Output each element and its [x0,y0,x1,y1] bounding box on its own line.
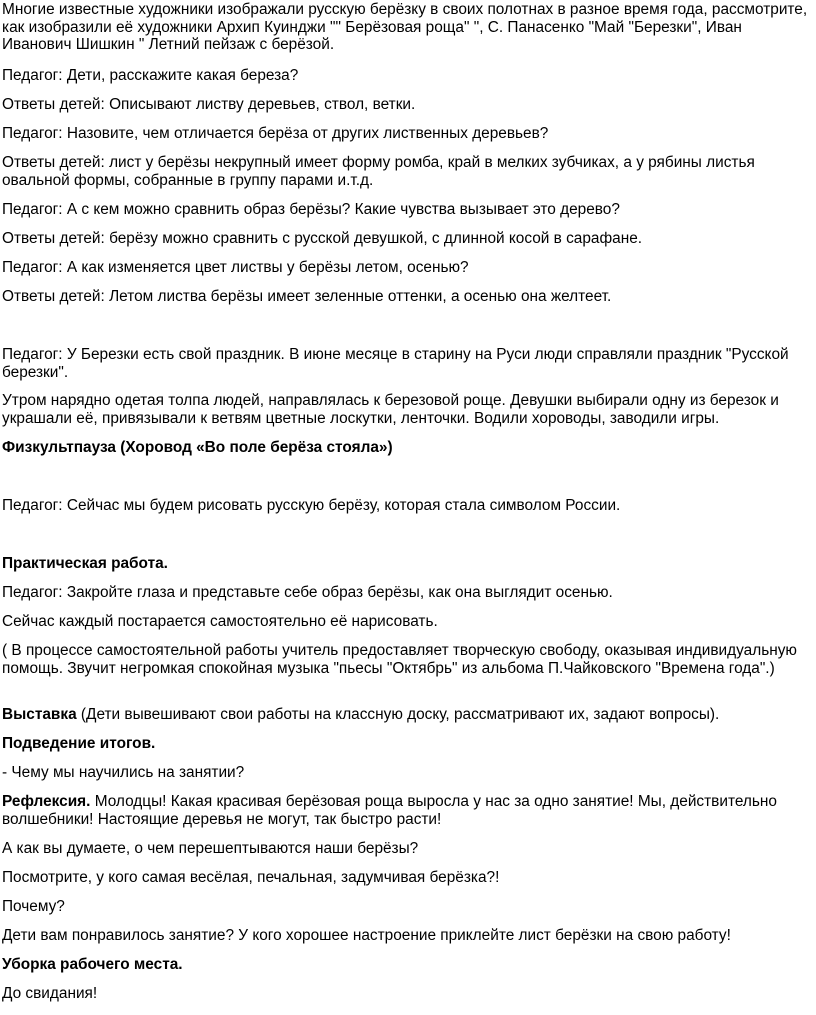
children-answer-foliage: Ответы детей: Описывают листву деревьев, ствол, ветки. [2,96,416,113]
work-process-note: ( В процессе самостоятельной работы учитель предоставляет творческую свободу, оказывая индивидуальную помощь. Звучит негромкая спокойная музыка "пьесы "Октябрь" из альбома П.Чайковского "Времена года".) [2,642,797,677]
teacher-question-compare: Педагог: А с кем можно сравнить образ берёзы? Какие чувства вызывает это дерево? [2,201,620,218]
intro-paragraph: Многие известные художники изображали русскую берёзку в своих полотнах в разное время года, рассмотрите, как изобразили её художники Архип Куинджи "" Берёзовая роща" ", С. Панасенко "Май "Березки", Иван Иванович Шишкин " Летний пейзаж с берёзой. [2,1,808,53]
children-answer-color: Ответы детей: Летом листва берёзы имеет зеленные оттенки, а осенью она желтеет. [2,288,612,305]
reflection-paragraph: Рефлексия. Молодцы! Какая красивая берёзовая роща выросла у нас за одно занятие! Мы, действительно волшебники! Настоящие деревья не могут, так быстро расти! [2,793,777,828]
mood-paragraph: Дети вам понравилось занятие? У кого хорошее настроение приклейте лист берёзки на свою работу! [2,927,731,944]
physical-break-heading: Физкультпауза (Хоровод «Во поле берёза стояла») [2,439,393,456]
teacher-question-difference: Педагог: Назовите, чем отличается берёза от других лиственных деревьев? [2,125,549,142]
practical-work-heading: Практическая работа. [2,555,168,572]
children-answer-girl: Ответы детей: берёзу можно сравнить с русской девушкой, с длинной косой в сарафане. [2,230,643,247]
teacher-drawing-paragraph: Педагог: Сейчас мы будем рисовать русскую берёзу, которая стала символом России. [2,497,621,514]
look-question: Посмотрите, у кого самая весёлая, печальная, задумчивая берёзка?! [2,869,500,886]
self-draw-paragraph: Сейчас каждый постарается самостоятельно её нарисовать. [2,613,438,630]
teacher-question-color: Педагог: А как изменяется цвет листвы у берёзы летом, осенью? [2,259,469,276]
teacher-question-birch: Педагог: Дети, расскажите какая береза? [2,67,299,84]
why-question: Почему? [2,898,65,915]
teacher-close-eyes: Педагог: Закройте глаза и представьте себе образ берёзы, как она выглядит осенью. [2,584,613,601]
whisper-question: А как вы думаете, о чем перешептываются наши берёзы? [2,840,419,857]
cleanup-heading: Уборка рабочего места. [2,956,183,973]
exhibition-paragraph: Выставка (Дети вывешивают свои работы на классную доску, рассматривают их, задают вопросы). [2,706,720,723]
summary-heading: Подведение итогов. [2,735,156,752]
goodbye-paragraph: До свидания! [2,985,98,1002]
summary-question: - Чему мы научились на занятии? [2,764,245,781]
teacher-holiday-paragraph: Педагог: У Березки есть свой праздник. В июне месяце в старину на Руси люди справляли праздник "Русской березки". [2,346,789,381]
children-answer-leaf: Ответы детей: лист у берёзы некрупный имеет форму ромба, край в мелких зубчиках, а у рябины листья овальной формы, собранные в группу парами и.т.д. [2,154,755,189]
morning-paragraph: Утром нарядно одетая толпа людей, направлялась к березовой роще. Девушки выбирали одну из березок и украшали её, привязывали к ветвям цветные лоскутки, ленточки. Водили хороводы, заводили игры. [2,392,779,427]
